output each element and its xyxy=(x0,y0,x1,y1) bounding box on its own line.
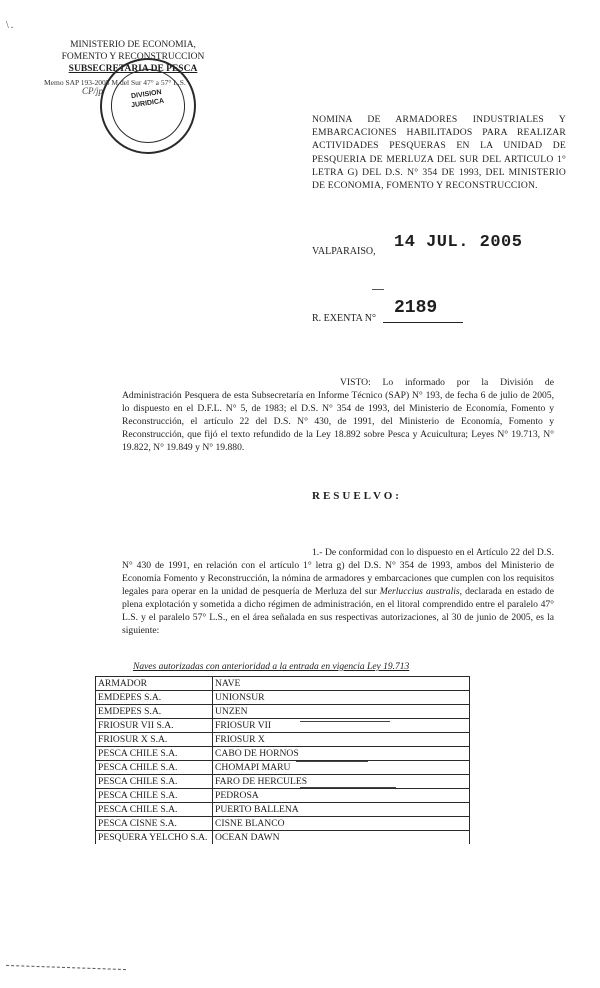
armador-cell: PESCA CHILE S.A. xyxy=(96,775,213,789)
header-armador: ARMADOR xyxy=(96,677,213,691)
armador-cell: FRIOSUR X S.A. xyxy=(96,733,213,747)
header-nave: NAVE xyxy=(213,677,470,691)
table-header-row xyxy=(96,677,470,691)
table-row xyxy=(96,705,470,719)
armador-cell: PESCA CHILE S.A. xyxy=(96,789,213,803)
nave-cell: CISNE BLANCO xyxy=(213,817,470,831)
resolution-number: 2189 xyxy=(394,298,438,318)
table-row xyxy=(96,789,470,803)
stamp-line-2: JURIDICA xyxy=(130,97,165,110)
armador-cell: EMDEPES S.A. xyxy=(96,705,213,719)
document-heading: NOMINA DE ARMADORES INDUSTRIALES Y EMBARCACIONES HABILITADOS PARA REALIZAR ACTIVIDADES PESQUERAS EN LA UNIDAD DE PESQUERIA DE MERLUZA DEL SUR DEL ARTICULO 1° LETRA G) DEL D.S. N° 354 DE 1993, DEL MINISTERIO DE ECONOMIA, FOMENTO Y RECONSTRUCCION. xyxy=(312,114,566,192)
armador-cell: PESCA CHILE S.A. xyxy=(96,761,213,775)
paragraph-1 xyxy=(122,546,554,637)
nave-cell: UNIONSUR xyxy=(213,691,470,705)
table-row xyxy=(96,733,470,747)
table-row xyxy=(96,761,470,775)
nave-cell: CHOMAPI MARU xyxy=(213,761,470,775)
table-row xyxy=(96,747,470,761)
armador-cell: PESCA CHILE S.A. xyxy=(96,803,213,817)
table-row xyxy=(96,831,470,845)
resolution-underline xyxy=(383,322,463,323)
table-row xyxy=(96,817,470,831)
armador-cell: PESCA CISNE S.A. xyxy=(96,817,213,831)
pen-stroke xyxy=(300,721,390,722)
nave-cell: FRIOSUR X xyxy=(213,733,470,747)
nave-cell: FRIOSUR VII xyxy=(213,719,470,733)
stamp-text xyxy=(100,84,194,115)
nave-cell: UNZEN xyxy=(213,705,470,719)
dash-mark xyxy=(372,289,384,290)
handwritten-initials: CP/jp xyxy=(82,86,104,96)
fleet-table xyxy=(95,676,470,844)
paragraph-1-text-a: 1.- De conformidad con lo dispuesto en el Artículo 22 del D.S. N° 430 de 1991, en relación con el artículo 1° letra g) del D.S. N° 354 de 1993, ambos del Ministerio de Economía Fomento y Reconstrucción, la nómina de armadores y embarcaciones que cumplen con los requisitos legales para operar en la unidad de pesquería de Merluza del sur xyxy=(122,547,554,597)
ministry-line-1: MINISTERIO DE ECONOMIA, xyxy=(70,40,196,50)
armador-cell: EMDEPES S.A. xyxy=(96,691,213,705)
table-row xyxy=(96,775,470,789)
armador-cell: PESCA CHILE S.A. xyxy=(96,747,213,761)
nave-cell: PEDROSA xyxy=(213,789,470,803)
resuelvo-heading: RESUELVO: xyxy=(312,490,402,502)
resolution-label: R. EXENTA N° xyxy=(312,313,377,324)
species-name: Merluccius australis xyxy=(379,586,460,597)
place-label: VALPARAISO, xyxy=(312,246,376,257)
stamp-line-1: DIVISION xyxy=(130,89,163,101)
table-row xyxy=(96,691,470,705)
corner-mark: \. xyxy=(6,20,16,31)
armador-cell: FRIOSUR VII S.A. xyxy=(96,719,213,733)
table-row xyxy=(96,719,470,733)
armador-cell: PESQUERA YELCHO S.A. xyxy=(96,831,213,845)
date-stamp: 14 JUL. 2005 xyxy=(394,233,523,252)
table-caption: Naves autorizadas con anterioridad a la entrada en vigencia Ley 19.713 xyxy=(133,662,410,672)
pen-stroke xyxy=(296,761,368,762)
nave-cell: PUERTO BALLENA xyxy=(213,803,470,817)
nave-cell: CABO DE HORNOS xyxy=(213,747,470,761)
dashed-mark xyxy=(6,965,126,970)
subsecretaria-name: SUBSECRETARIA DE PESCA xyxy=(68,64,198,74)
table-row xyxy=(96,803,470,817)
ministry-line-2: FOMENTO Y RECONSTRUCCION xyxy=(61,52,205,62)
nave-cell: FARO DE HERCULES xyxy=(213,775,470,789)
nave-cell: OCEAN DAWN xyxy=(213,831,470,845)
paragraph-1-text-b: , declarada en estado de plena explotación y sometida a dicho régimen de administración, en el litoral comprendido entre el paralelo 47° L.S. y el paralelo 57° L.S., en el área señalada en sus respectivas autorizaciones, al 30 de junio de 2005, es la siguiente: xyxy=(122,586,554,636)
memo-reference: Memo SAP 193-2005 M del Sur 47° a 57° L.S. xyxy=(44,78,186,87)
pen-stroke xyxy=(300,787,396,788)
visto-paragraph: VISTO: Lo informado por la División de Administración Pesquera de esta Subsecretaría en Informe Técnico (SAP) N° 193, de fecha 6 de julio de 2005, lo dispuesto en el D.F.L. N° 5, de 1983; el D.S. N° 354 de 1993, del Ministerio de Economía, Fomento y Reconstrucción, el artículo 22 del D.S. N° 430, de 1991, del Ministerio de Economía, Fomento y Reconstrucción, que fijó el texto refundido de la Ley 18.892 sobre Pesca y Acuicultura; Leyes N° 19.713, N° 19.822, N° 19.849 y N° 19.880. xyxy=(122,377,554,453)
